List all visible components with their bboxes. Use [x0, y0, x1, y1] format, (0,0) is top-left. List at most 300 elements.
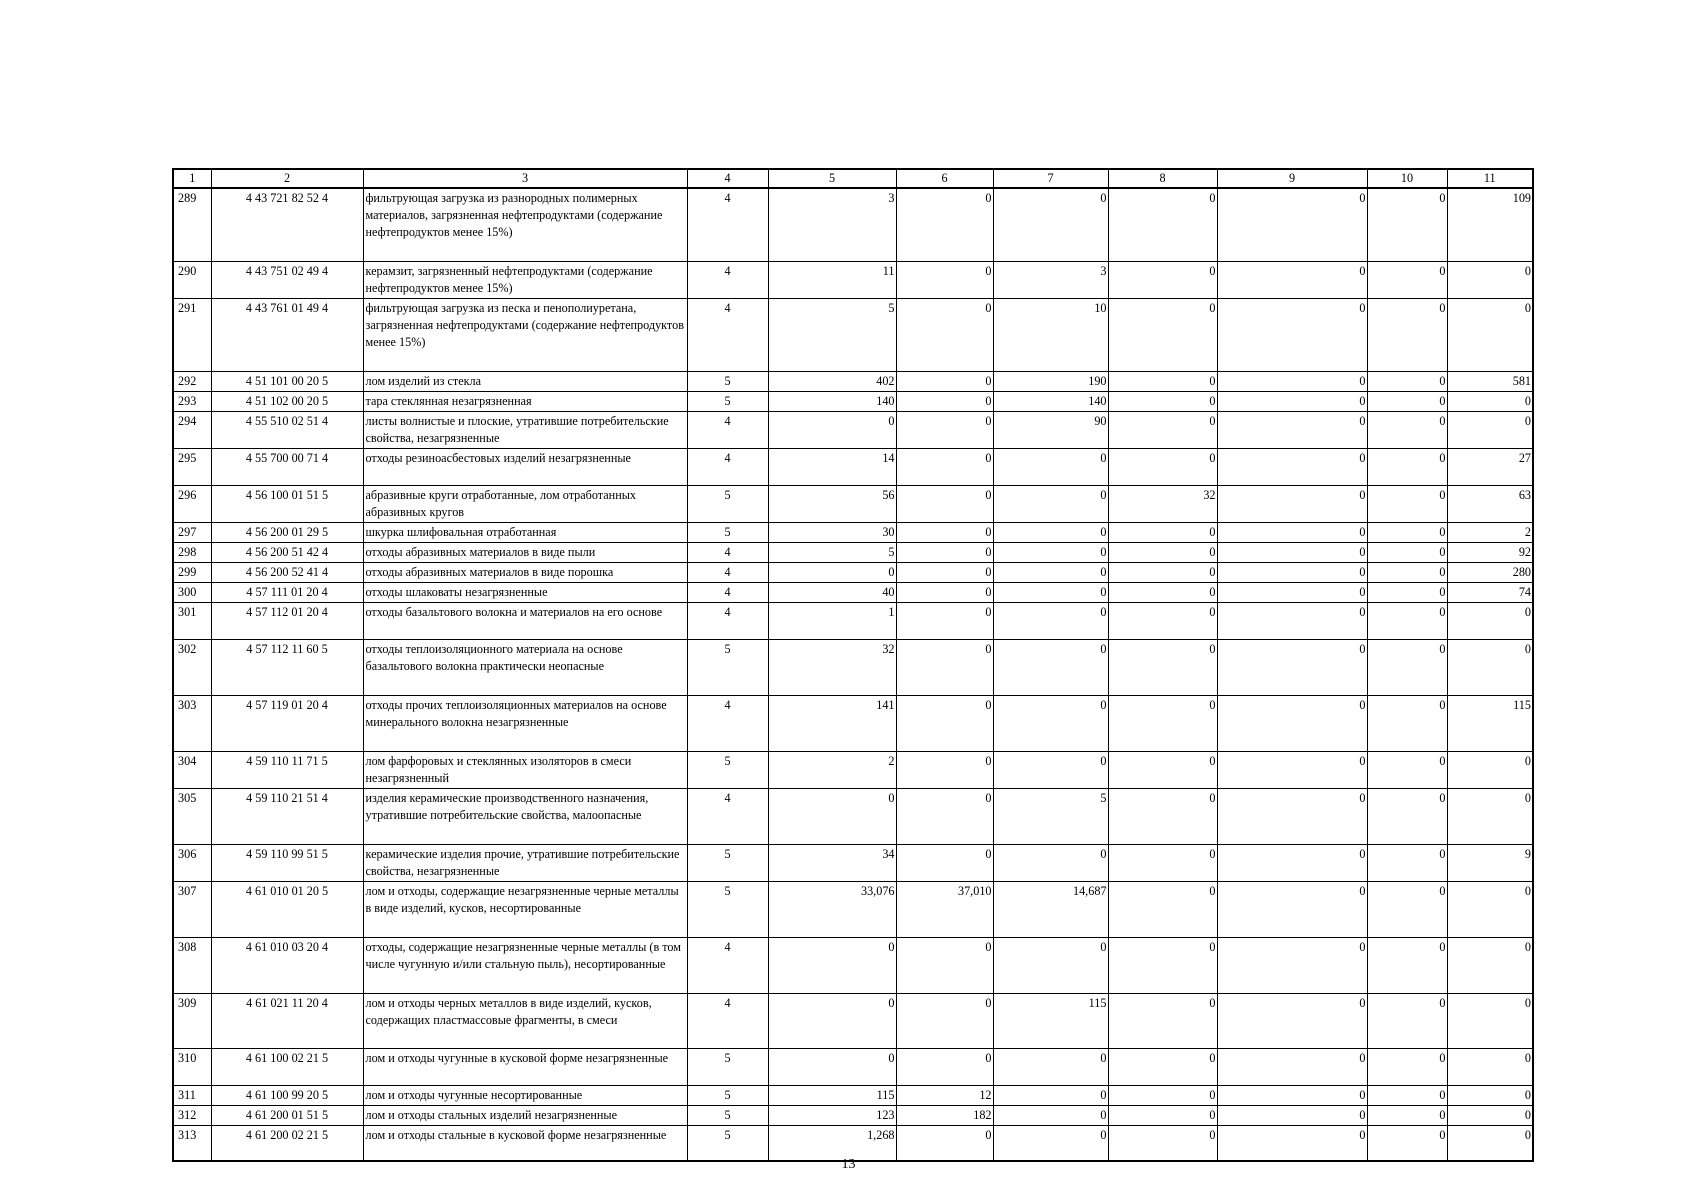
value-col-10: 0	[1367, 602, 1447, 639]
waste-code: 4 56 200 52 41 4	[211, 562, 363, 582]
hazard-class: 4	[687, 993, 768, 1048]
row-number: 290	[173, 261, 211, 298]
value-col-5: 56	[768, 485, 896, 522]
waste-name: лом и отходы чугунные несортированные	[363, 1085, 687, 1105]
row-number: 304	[173, 751, 211, 788]
waste-code: 4 56 100 01 51 5	[211, 485, 363, 522]
value-col-6: 0	[896, 1048, 993, 1085]
value-col-8: 0	[1108, 188, 1217, 261]
value-col-6: 0	[896, 542, 993, 562]
value-col-9: 0	[1217, 1048, 1367, 1085]
row-number: 313	[173, 1125, 211, 1161]
value-col-9: 0	[1217, 411, 1367, 448]
waste-code: 4 59 110 11 71 5	[211, 751, 363, 788]
value-col-9: 0	[1217, 391, 1367, 411]
waste-name: отходы базальтового волокна и материалов на его основе	[363, 602, 687, 639]
row-number: 300	[173, 582, 211, 602]
value-col-8: 0	[1108, 881, 1217, 937]
hazard-class: 5	[687, 485, 768, 522]
waste-code: 4 61 100 99 20 5	[211, 1085, 363, 1105]
value-col-7: 115	[993, 993, 1108, 1048]
value-col-6: 12	[896, 1085, 993, 1105]
waste-table	[172, 168, 1534, 1162]
value-col-5: 0	[768, 937, 896, 993]
waste-code: 4 51 101 00 20 5	[211, 371, 363, 391]
waste-code: 4 61 010 01 20 5	[211, 881, 363, 937]
value-col-6: 0	[896, 695, 993, 751]
value-col-10: 0	[1367, 639, 1447, 695]
waste-name: листы волнистые и плоские, утратившие потребительские свойства, незагрязненные	[363, 411, 687, 448]
value-col-7: 0	[993, 485, 1108, 522]
hazard-class: 5	[687, 1085, 768, 1105]
value-col-8: 32	[1108, 485, 1217, 522]
value-col-11: 0	[1447, 1048, 1533, 1085]
value-col-5: 1,268	[768, 1125, 896, 1161]
row-number: 307	[173, 881, 211, 937]
value-col-11: 0	[1447, 411, 1533, 448]
table-row	[173, 844, 1533, 881]
table-row	[173, 695, 1533, 751]
hazard-class: 5	[687, 639, 768, 695]
value-col-7: 0	[993, 542, 1108, 562]
value-col-9: 0	[1217, 1085, 1367, 1105]
value-col-10: 0	[1367, 298, 1447, 371]
hazard-class: 5	[687, 371, 768, 391]
value-col-6: 0	[896, 371, 993, 391]
value-col-7: 0	[993, 844, 1108, 881]
hazard-class: 5	[687, 522, 768, 542]
value-col-10: 0	[1367, 411, 1447, 448]
value-col-10: 0	[1367, 485, 1447, 522]
hazard-class: 4	[687, 542, 768, 562]
value-col-6: 0	[896, 844, 993, 881]
hazard-class: 5	[687, 881, 768, 937]
value-col-6: 0	[896, 602, 993, 639]
value-col-11: 115	[1447, 695, 1533, 751]
value-col-7: 0	[993, 937, 1108, 993]
waste-code: 4 43 721 82 52 4	[211, 188, 363, 261]
value-col-9: 0	[1217, 261, 1367, 298]
waste-code: 4 57 111 01 20 4	[211, 582, 363, 602]
row-number: 295	[173, 448, 211, 485]
waste-code: 4 61 200 01 51 5	[211, 1105, 363, 1125]
hazard-class: 4	[687, 188, 768, 261]
value-col-10: 0	[1367, 993, 1447, 1048]
header-cell: 1	[173, 169, 211, 188]
value-col-11: 0	[1447, 298, 1533, 371]
value-col-11: 63	[1447, 485, 1533, 522]
value-col-11: 0	[1447, 788, 1533, 844]
waste-name: лом и отходы стальные в кусковой форме незагрязненные	[363, 1125, 687, 1161]
hazard-class: 5	[687, 1048, 768, 1085]
value-col-6: 0	[896, 937, 993, 993]
table-row	[173, 391, 1533, 411]
value-col-11: 280	[1447, 562, 1533, 582]
waste-name: отходы абразивных материалов в виде пыли	[363, 542, 687, 562]
value-col-5: 14	[768, 448, 896, 485]
waste-code: 4 57 112 01 20 4	[211, 602, 363, 639]
header-cell: 8	[1108, 169, 1217, 188]
value-col-8: 0	[1108, 562, 1217, 582]
value-col-10: 0	[1367, 542, 1447, 562]
value-col-10: 0	[1367, 1105, 1447, 1125]
value-col-6: 0	[896, 188, 993, 261]
hazard-class: 4	[687, 788, 768, 844]
table-row	[173, 1105, 1533, 1125]
value-col-10: 0	[1367, 371, 1447, 391]
hazard-class: 4	[687, 602, 768, 639]
waste-code: 4 57 112 11 60 5	[211, 639, 363, 695]
value-col-6: 0	[896, 298, 993, 371]
header-cell: 3	[363, 169, 687, 188]
waste-name: отходы абразивных материалов в виде порошка	[363, 562, 687, 582]
table-row	[173, 993, 1533, 1048]
row-number: 312	[173, 1105, 211, 1125]
header-cell: 4	[687, 169, 768, 188]
table-row	[173, 751, 1533, 788]
value-col-9: 0	[1217, 542, 1367, 562]
value-col-9: 0	[1217, 448, 1367, 485]
value-col-7: 0	[993, 602, 1108, 639]
value-col-7: 0	[993, 1085, 1108, 1105]
value-col-10: 0	[1367, 788, 1447, 844]
value-col-11: 0	[1447, 1105, 1533, 1125]
value-col-6: 0	[896, 751, 993, 788]
waste-name: лом и отходы, содержащие незагрязненные черные металлы в виде изделий, кусков, несортированные	[363, 881, 687, 937]
value-col-7: 10	[993, 298, 1108, 371]
value-col-10: 0	[1367, 448, 1447, 485]
header-cell: 2	[211, 169, 363, 188]
waste-code: 4 56 200 01 29 5	[211, 522, 363, 542]
waste-name: лом и отходы чугунные в кусковой форме незагрязненные	[363, 1048, 687, 1085]
waste-name: отходы теплоизоляционного материала на основе базальтового волокна практически неопасные	[363, 639, 687, 695]
value-col-8: 0	[1108, 602, 1217, 639]
value-col-11: 0	[1447, 639, 1533, 695]
value-col-7: 90	[993, 411, 1108, 448]
value-col-5: 402	[768, 371, 896, 391]
value-col-8: 0	[1108, 542, 1217, 562]
value-col-6: 37,010	[896, 881, 993, 937]
value-col-5: 1	[768, 602, 896, 639]
value-col-9: 0	[1217, 1105, 1367, 1125]
value-col-5: 3	[768, 188, 896, 261]
header-cell: 5	[768, 169, 896, 188]
value-col-7: 0	[993, 582, 1108, 602]
header-cell: 9	[1217, 169, 1367, 188]
value-col-5: 123	[768, 1105, 896, 1125]
hazard-class: 5	[687, 391, 768, 411]
value-col-10: 0	[1367, 188, 1447, 261]
value-col-9: 0	[1217, 582, 1367, 602]
value-col-7: 0	[993, 1125, 1108, 1161]
value-col-11: 109	[1447, 188, 1533, 261]
row-number: 297	[173, 522, 211, 542]
value-col-6: 0	[896, 582, 993, 602]
value-col-7: 140	[993, 391, 1108, 411]
value-col-7: 0	[993, 188, 1108, 261]
table-row	[173, 1048, 1533, 1085]
value-col-9: 0	[1217, 522, 1367, 542]
value-col-6: 0	[896, 788, 993, 844]
value-col-11: 0	[1447, 261, 1533, 298]
value-col-9: 0	[1217, 371, 1367, 391]
value-col-8: 0	[1108, 1125, 1217, 1161]
hazard-class: 4	[687, 582, 768, 602]
value-col-7: 0	[993, 751, 1108, 788]
value-col-10: 0	[1367, 522, 1447, 542]
value-col-10: 0	[1367, 937, 1447, 993]
table-row	[173, 485, 1533, 522]
value-col-9: 0	[1217, 695, 1367, 751]
value-col-11: 92	[1447, 542, 1533, 562]
header-cell: 10	[1367, 169, 1447, 188]
hazard-class: 4	[687, 448, 768, 485]
value-col-7: 0	[993, 562, 1108, 582]
value-col-8: 0	[1108, 1048, 1217, 1085]
table-row	[173, 261, 1533, 298]
value-col-5: 30	[768, 522, 896, 542]
row-number: 311	[173, 1085, 211, 1105]
waste-code: 4 55 700 00 71 4	[211, 448, 363, 485]
value-col-7: 0	[993, 695, 1108, 751]
value-col-7: 0	[993, 448, 1108, 485]
value-col-8: 0	[1108, 582, 1217, 602]
table-body	[173, 188, 1533, 1161]
value-col-5: 5	[768, 298, 896, 371]
value-col-8: 0	[1108, 993, 1217, 1048]
table-row	[173, 788, 1533, 844]
row-number: 294	[173, 411, 211, 448]
table-row	[173, 937, 1533, 993]
waste-code: 4 59 110 99 51 5	[211, 844, 363, 881]
waste-name: изделия керамические производственного назначения, утратившие потребительские свойства, малоопасные	[363, 788, 687, 844]
value-col-9: 0	[1217, 298, 1367, 371]
value-col-8: 0	[1108, 639, 1217, 695]
waste-name: лом и отходы стальных изделий незагрязненные	[363, 1105, 687, 1125]
value-col-11: 27	[1447, 448, 1533, 485]
page-number: 13	[841, 1157, 856, 1172]
value-col-9: 0	[1217, 937, 1367, 993]
hazard-class: 5	[687, 1105, 768, 1125]
value-col-9: 0	[1217, 788, 1367, 844]
row-number: 299	[173, 562, 211, 582]
value-col-7: 190	[993, 371, 1108, 391]
hazard-class: 5	[687, 844, 768, 881]
waste-name: отходы резиноасбестовых изделий незагрязненные	[363, 448, 687, 485]
value-col-5: 0	[768, 1048, 896, 1085]
value-col-6: 0	[896, 391, 993, 411]
value-col-8: 0	[1108, 1105, 1217, 1125]
value-col-10: 0	[1367, 1125, 1447, 1161]
value-col-8: 0	[1108, 788, 1217, 844]
value-col-6: 0	[896, 448, 993, 485]
waste-name: тара стеклянная незагрязненная	[363, 391, 687, 411]
value-col-11: 0	[1447, 937, 1533, 993]
value-col-10: 0	[1367, 881, 1447, 937]
value-col-8: 0	[1108, 695, 1217, 751]
value-col-6: 0	[896, 261, 993, 298]
value-col-11: 2	[1447, 522, 1533, 542]
value-col-9: 0	[1217, 188, 1367, 261]
header-cell: 11	[1447, 169, 1533, 188]
value-col-6: 0	[896, 522, 993, 542]
row-number: 296	[173, 485, 211, 522]
waste-code: 4 59 110 21 51 4	[211, 788, 363, 844]
header-row	[173, 169, 1533, 188]
value-col-8: 0	[1108, 261, 1217, 298]
value-col-8: 0	[1108, 371, 1217, 391]
waste-name: лом изделий из стекла	[363, 371, 687, 391]
waste-code: 4 61 010 03 20 4	[211, 937, 363, 993]
value-col-8: 0	[1108, 298, 1217, 371]
waste-name: керамические изделия прочие, утратившие потребительские свойства, незагрязненные	[363, 844, 687, 881]
row-number: 292	[173, 371, 211, 391]
waste-code: 4 56 200 51 42 4	[211, 542, 363, 562]
waste-name: фильтрующая загрузка из песка и пенополиуретана, загрязненная нефтепродуктами (содержание нефтепродуктов менее 15%)	[363, 298, 687, 371]
value-col-9: 0	[1217, 485, 1367, 522]
value-col-11: 581	[1447, 371, 1533, 391]
hazard-class: 5	[687, 751, 768, 788]
value-col-11: 0	[1447, 993, 1533, 1048]
hazard-class: 5	[687, 1125, 768, 1161]
table-row	[173, 582, 1533, 602]
value-col-8: 0	[1108, 844, 1217, 881]
value-col-5: 5	[768, 542, 896, 562]
waste-name: абразивные круги отработанные, лом отработанных абразивных кругов	[363, 485, 687, 522]
value-col-7: 0	[993, 1048, 1108, 1085]
value-col-10: 0	[1367, 391, 1447, 411]
value-col-6: 182	[896, 1105, 993, 1125]
waste-code: 4 57 119 01 20 4	[211, 695, 363, 751]
value-col-11: 0	[1447, 1125, 1533, 1161]
value-col-10: 0	[1367, 695, 1447, 751]
table-row	[173, 371, 1533, 391]
value-col-6: 0	[896, 1125, 993, 1161]
value-col-11: 0	[1447, 1085, 1533, 1105]
value-col-9: 0	[1217, 562, 1367, 582]
value-col-8: 0	[1108, 522, 1217, 542]
table-header	[173, 169, 1533, 188]
value-col-5: 0	[768, 411, 896, 448]
value-col-10: 0	[1367, 261, 1447, 298]
value-col-5: 115	[768, 1085, 896, 1105]
table-row	[173, 542, 1533, 562]
waste-name: отходы шлаковаты незагрязненные	[363, 582, 687, 602]
value-col-8: 0	[1108, 1085, 1217, 1105]
row-number: 289	[173, 188, 211, 261]
value-col-6: 0	[896, 639, 993, 695]
value-col-11: 0	[1447, 602, 1533, 639]
hazard-class: 4	[687, 411, 768, 448]
waste-name: керамзит, загрязненный нефтепродуктами (содержание нефтепродуктов менее 15%)	[363, 261, 687, 298]
value-col-11: 74	[1447, 582, 1533, 602]
value-col-8: 0	[1108, 937, 1217, 993]
value-col-5: 0	[768, 993, 896, 1048]
value-col-5: 0	[768, 562, 896, 582]
table-row	[173, 602, 1533, 639]
table-row	[173, 562, 1533, 582]
value-col-10: 0	[1367, 751, 1447, 788]
table-row	[173, 881, 1533, 937]
row-number: 291	[173, 298, 211, 371]
value-col-9: 0	[1217, 844, 1367, 881]
value-col-6: 0	[896, 485, 993, 522]
row-number: 303	[173, 695, 211, 751]
waste-code: 4 61 100 02 21 5	[211, 1048, 363, 1085]
value-col-7: 0	[993, 639, 1108, 695]
value-col-10: 0	[1367, 582, 1447, 602]
table-row	[173, 1125, 1533, 1161]
value-col-8: 0	[1108, 751, 1217, 788]
value-col-5: 141	[768, 695, 896, 751]
table-row	[173, 522, 1533, 542]
value-col-9: 0	[1217, 1125, 1367, 1161]
value-col-10: 0	[1367, 1048, 1447, 1085]
row-number: 306	[173, 844, 211, 881]
value-col-7: 0	[993, 522, 1108, 542]
value-col-8: 0	[1108, 448, 1217, 485]
value-col-10: 0	[1367, 562, 1447, 582]
row-number: 302	[173, 639, 211, 695]
waste-name: отходы, содержащие незагрязненные черные металлы (в том числе чугунную и/или стальную пыль), несортированные	[363, 937, 687, 993]
table-row	[173, 639, 1533, 695]
value-col-11: 9	[1447, 844, 1533, 881]
value-col-7: 14,687	[993, 881, 1108, 937]
waste-code: 4 61 021 11 20 4	[211, 993, 363, 1048]
value-col-11: 0	[1447, 391, 1533, 411]
header-cell: 6	[896, 169, 993, 188]
waste-code: 4 61 200 02 21 5	[211, 1125, 363, 1161]
waste-name: лом и отходы черных металлов в виде изделий, кусков, содержащих пластмассовые фрагменты, в смеси	[363, 993, 687, 1048]
waste-code: 4 55 510 02 51 4	[211, 411, 363, 448]
value-col-8: 0	[1108, 391, 1217, 411]
value-col-6: 0	[896, 411, 993, 448]
row-number: 310	[173, 1048, 211, 1085]
waste-code: 4 51 102 00 20 5	[211, 391, 363, 411]
value-col-7: 3	[993, 261, 1108, 298]
row-number: 308	[173, 937, 211, 993]
value-col-9: 0	[1217, 881, 1367, 937]
table-row	[173, 188, 1533, 261]
hazard-class: 4	[687, 695, 768, 751]
value-col-9: 0	[1217, 639, 1367, 695]
row-number: 305	[173, 788, 211, 844]
value-col-10: 0	[1367, 1085, 1447, 1105]
value-col-7: 0	[993, 1105, 1108, 1125]
row-number: 293	[173, 391, 211, 411]
table-row	[173, 298, 1533, 371]
value-col-5: 11	[768, 261, 896, 298]
row-number: 309	[173, 993, 211, 1048]
value-col-11: 0	[1447, 881, 1533, 937]
hazard-class: 4	[687, 937, 768, 993]
value-col-5: 140	[768, 391, 896, 411]
waste-name: отходы прочих теплоизоляционных материалов на основе минерального волокна незагрязненные	[363, 695, 687, 751]
row-number: 301	[173, 602, 211, 639]
waste-name: шкурка шлифовальная отработанная	[363, 522, 687, 542]
value-col-6: 0	[896, 993, 993, 1048]
waste-name: лом фарфоровых и стеклянных изоляторов в смеси незагрязненный	[363, 751, 687, 788]
hazard-class: 4	[687, 261, 768, 298]
row-number: 298	[173, 542, 211, 562]
waste-code: 4 43 751 02 49 4	[211, 261, 363, 298]
hazard-class: 4	[687, 562, 768, 582]
waste-code: 4 43 761 01 49 4	[211, 298, 363, 371]
value-col-11: 0	[1447, 751, 1533, 788]
value-col-9: 0	[1217, 751, 1367, 788]
hazard-class: 4	[687, 298, 768, 371]
value-col-5: 34	[768, 844, 896, 881]
